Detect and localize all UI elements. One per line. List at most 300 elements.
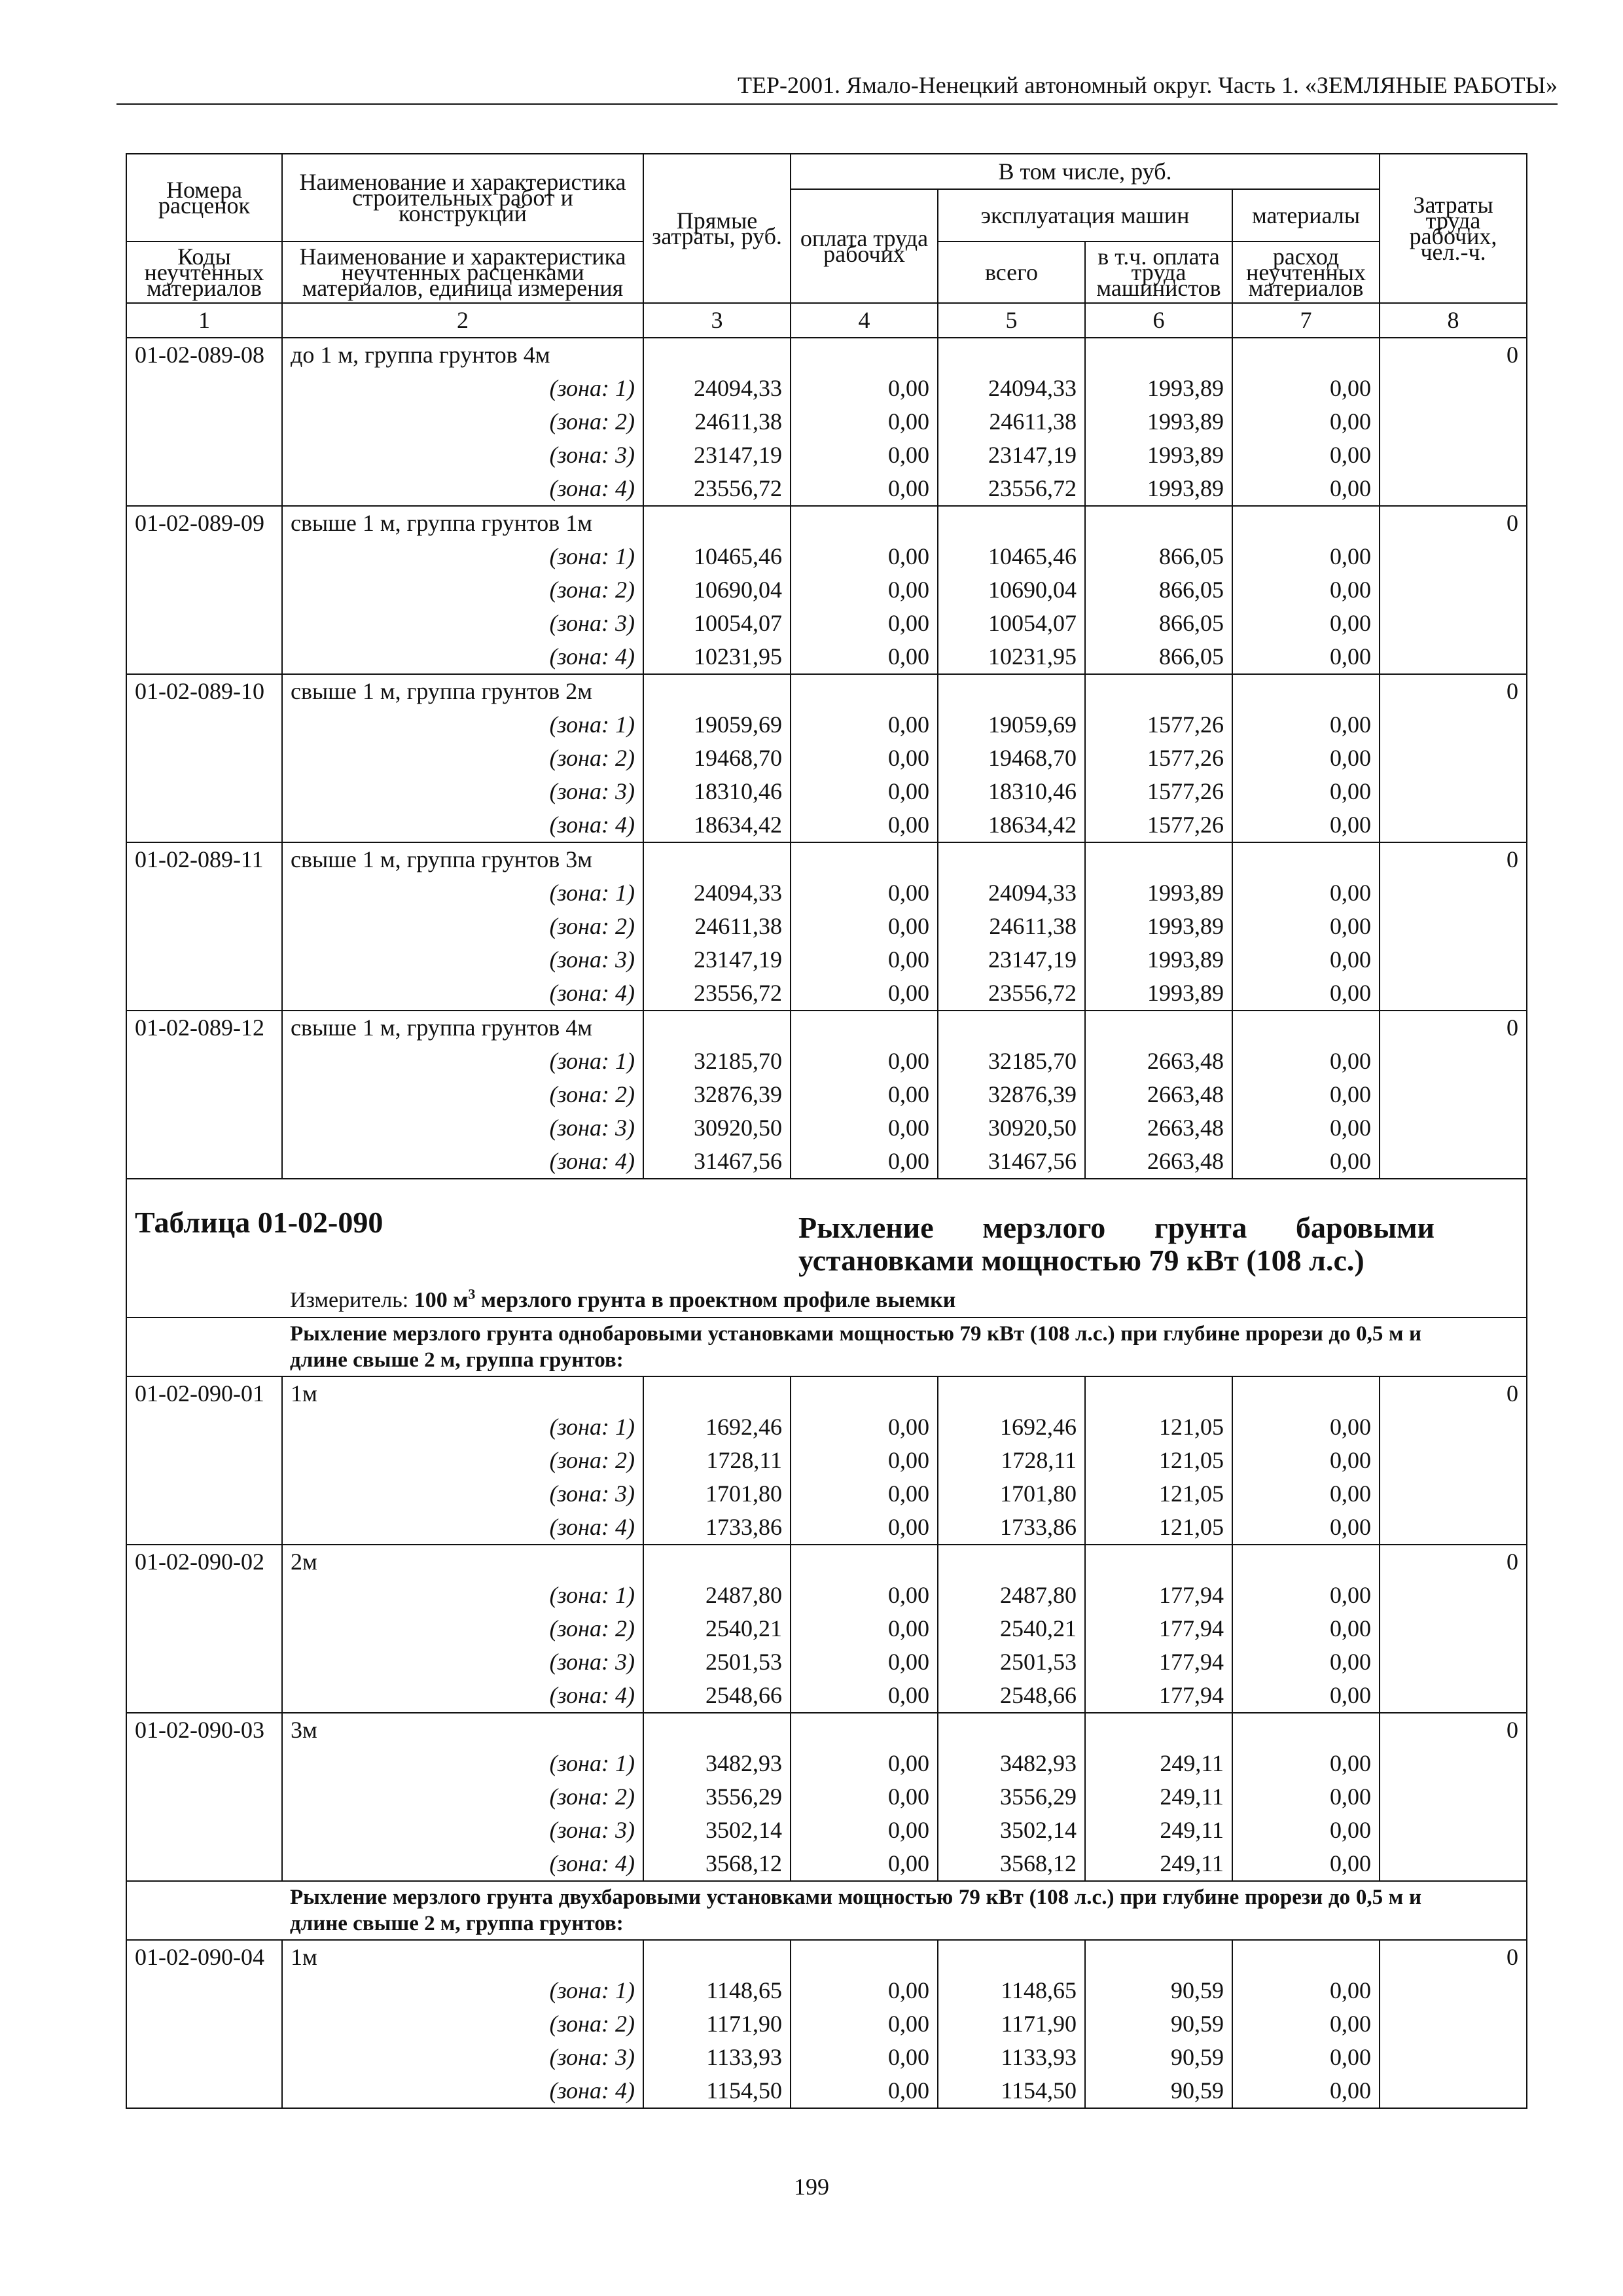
empty-cell [1232, 1376, 1380, 1410]
zone-label: (зона: 2) [282, 1078, 643, 1111]
empty-cell [126, 876, 282, 910]
col-index: 7 [1232, 303, 1380, 338]
rate-row [126, 506, 1527, 540]
empty-cell [1380, 1645, 1527, 1679]
direct-cost: 2501,53 [643, 1645, 791, 1679]
rate-name: свыше 1 м, группа грунтов 4м [282, 1011, 643, 1045]
page-number: 199 [794, 2174, 829, 2200]
operator-wage: 866,05 [1085, 573, 1232, 607]
zone-label: (зона: 2) [282, 1444, 643, 1477]
zone-label: (зона: 3) [282, 2041, 643, 2074]
zone-label: (зона: 1) [282, 1410, 643, 1444]
empty-cell [126, 1410, 282, 1444]
material-cost: 0,00 [1232, 1645, 1380, 1679]
direct-cost: 23147,19 [643, 439, 791, 472]
empty-cell [1380, 540, 1527, 573]
empty-cell [126, 1847, 282, 1881]
zone-row [126, 1814, 1527, 1847]
material-cost: 0,00 [1232, 405, 1380, 439]
wage-cost: 0,00 [791, 775, 938, 808]
empty-cell [791, 1713, 938, 1747]
operator-wage: 177,94 [1085, 1579, 1232, 1612]
empty-cell [1085, 1011, 1232, 1045]
wage-cost: 0,00 [791, 1444, 938, 1477]
direct-cost: 31467,56 [643, 1145, 791, 1179]
direct-cost: 10465,46 [643, 540, 791, 573]
empty-cell [938, 1940, 1085, 1974]
empty-cell [1380, 1045, 1527, 1078]
machine-cost: 1154,50 [938, 2074, 1085, 2108]
rates-table [126, 153, 1527, 2109]
wage-cost: 0,00 [791, 1045, 938, 1078]
direct-cost: 1148,65 [643, 1974, 791, 2007]
zone-label: (зона: 3) [282, 943, 643, 977]
wage-cost: 0,00 [791, 808, 938, 842]
operator-wage: 2663,48 [1085, 1111, 1232, 1145]
wage-cost: 0,00 [791, 2074, 938, 2108]
operator-wage: 177,94 [1085, 1645, 1232, 1679]
zone-row [126, 708, 1527, 742]
zone-row [126, 1078, 1527, 1111]
direct-cost: 1701,80 [643, 1477, 791, 1511]
zone-row [126, 1410, 1527, 1444]
machine-cost: 3568,12 [938, 1847, 1085, 1881]
direct-cost: 24611,38 [643, 910, 791, 943]
empty-cell [1380, 2007, 1527, 2041]
machine-cost: 10465,46 [938, 540, 1085, 573]
zone-row [126, 607, 1527, 640]
zone-label: (зона: 1) [282, 540, 643, 573]
empty-cell [643, 842, 791, 876]
zone-label: (зона: 4) [282, 808, 643, 842]
empty-cell [1380, 1145, 1527, 1179]
empty-cell [1380, 2041, 1527, 2074]
empty-cell [938, 506, 1085, 540]
zone-label: (зона: 4) [282, 1511, 643, 1545]
empty-cell [1380, 977, 1527, 1011]
material-cost: 0,00 [1232, 775, 1380, 808]
material-cost: 0,00 [1232, 943, 1380, 977]
material-cost: 0,00 [1232, 439, 1380, 472]
table-title-block [126, 1179, 1527, 1376]
zone-row [126, 1612, 1527, 1645]
empty-cell [126, 540, 282, 573]
direct-cost: 2540,21 [643, 1612, 791, 1645]
zone-label: (зона: 2) [282, 405, 643, 439]
empty-cell [1380, 405, 1527, 439]
rate-code: 01-02-090-04 [126, 1940, 282, 1974]
empty-cell [126, 573, 282, 607]
operator-wage: 1993,89 [1085, 876, 1232, 910]
machine-cost: 24611,38 [938, 405, 1085, 439]
empty-cell [938, 674, 1085, 708]
wage-cost: 0,00 [791, 2041, 938, 2074]
empty-cell [1232, 338, 1380, 372]
material-cost: 0,00 [1232, 1145, 1380, 1179]
material-cost: 0,00 [1232, 876, 1380, 910]
th-labor: Затраты труда рабочих, чел.-ч. [1380, 154, 1527, 303]
zone-label: (зона: 1) [282, 708, 643, 742]
operator-wage: 177,94 [1085, 1679, 1232, 1713]
operator-wage: 249,11 [1085, 1814, 1232, 1847]
empty-cell [938, 1713, 1085, 1747]
empty-cell [1380, 742, 1527, 775]
empty-cell [791, 1940, 938, 1974]
labor-value: 0 [1380, 842, 1527, 876]
operator-wage: 1993,89 [1085, 405, 1232, 439]
machine-cost: 23147,19 [938, 943, 1085, 977]
zone-row [126, 876, 1527, 910]
empty-cell [791, 506, 938, 540]
material-cost: 0,00 [1232, 742, 1380, 775]
material-cost: 0,00 [1232, 2041, 1380, 2074]
zone-label: (зона: 3) [282, 1814, 643, 1847]
zone-row [126, 977, 1527, 1011]
wage-cost: 0,00 [791, 977, 938, 1011]
table-title: Рыхление мерзлого грунта баровыми установками мощностью 79 кВт (108 л.с.) [791, 1179, 1527, 1283]
rate-code: 01-02-089-12 [126, 1011, 282, 1045]
wage-cost: 0,00 [791, 640, 938, 674]
direct-cost: 1733,86 [643, 1511, 791, 1545]
zone-label: (зона: 4) [282, 1679, 643, 1713]
zone-label: (зона: 4) [282, 472, 643, 506]
wage-cost: 0,00 [791, 1511, 938, 1545]
wage-cost: 0,00 [791, 876, 938, 910]
zone-row [126, 2041, 1527, 2074]
material-cost: 0,00 [1232, 1847, 1380, 1881]
wage-cost: 0,00 [791, 1410, 938, 1444]
machine-cost: 18634,42 [938, 808, 1085, 842]
direct-cost: 3568,12 [643, 1847, 791, 1881]
zone-label: (зона: 3) [282, 1111, 643, 1145]
operator-wage: 1577,26 [1085, 775, 1232, 808]
machine-cost: 1148,65 [938, 1974, 1085, 2007]
empty-cell [1380, 1747, 1527, 1780]
wage-cost: 0,00 [791, 1111, 938, 1145]
rate-name: 1м [282, 1940, 643, 1974]
rate-name: свыше 1 м, группа грунтов 2м [282, 674, 643, 708]
empty-cell [1380, 2074, 1527, 2108]
empty-cell [1380, 1444, 1527, 1477]
wage-cost: 0,00 [791, 1847, 938, 1881]
labor-value: 0 [1380, 1011, 1527, 1045]
th-total: всего [938, 242, 1085, 303]
empty-cell [126, 1814, 282, 1847]
group-heading: Рыхление мерзлого грунта однобаровыми установками мощностью 79 кВт (108 л.с.) при глубине прорези до 0,5 м и длине свыше 2 м, группа грунтов: [282, 1318, 1527, 1376]
zone-row [126, 472, 1527, 506]
empty-cell [1380, 808, 1527, 842]
zone-label: (зона: 4) [282, 1145, 643, 1179]
direct-cost: 3556,29 [643, 1780, 791, 1814]
material-cost: 0,00 [1232, 472, 1380, 506]
empty-cell [126, 2074, 282, 2108]
zone-label: (зона: 3) [282, 1645, 643, 1679]
operator-wage: 1993,89 [1085, 372, 1232, 405]
zone-label: (зона: 2) [282, 1780, 643, 1814]
labor-value: 0 [1380, 338, 1527, 372]
zone-row [126, 1780, 1527, 1814]
table-label: Таблица 01-02-090 [126, 1179, 791, 1283]
rates-block-090-single [126, 1376, 1527, 1881]
empty-cell [791, 338, 938, 372]
rate-row [126, 338, 1527, 372]
empty-cell [1380, 372, 1527, 405]
empty-cell [938, 338, 1085, 372]
empty-cell [126, 742, 282, 775]
zone-row [126, 372, 1527, 405]
column-index-row [126, 303, 1527, 338]
th-materials: материалы [1232, 189, 1380, 242]
zone-row [126, 573, 1527, 607]
wage-cost: 0,00 [791, 1974, 938, 2007]
rate-row [126, 1713, 1527, 1747]
zone-row [126, 808, 1527, 842]
th-name-mat: Наименование и характеристика неучтенных расценками материалов, единица измерения [282, 242, 643, 303]
empty-cell [126, 640, 282, 674]
operator-wage: 1993,89 [1085, 472, 1232, 506]
operator-wage: 1993,89 [1085, 910, 1232, 943]
empty-cell [1380, 1679, 1527, 1713]
wage-cost: 0,00 [791, 1477, 938, 1511]
direct-cost: 2487,80 [643, 1579, 791, 1612]
direct-cost: 24094,33 [643, 876, 791, 910]
zone-row [126, 1679, 1527, 1713]
direct-cost: 30920,50 [643, 1111, 791, 1145]
material-cost: 0,00 [1232, 640, 1380, 674]
th-incl: В том числе, руб. [791, 154, 1380, 189]
group-heading-block [126, 1881, 1527, 1940]
zone-label: (зона: 4) [282, 640, 643, 674]
machine-cost: 24611,38 [938, 910, 1085, 943]
material-cost: 0,00 [1232, 2074, 1380, 2108]
zone-row [126, 1974, 1527, 2007]
zone-row [126, 1511, 1527, 1545]
zone-label: (зона: 3) [282, 607, 643, 640]
wage-cost: 0,00 [791, 943, 938, 977]
empty-cell [1380, 1612, 1527, 1645]
machine-cost: 32876,39 [938, 1078, 1085, 1111]
direct-cost: 1171,90 [643, 2007, 791, 2041]
empty-cell [1380, 1078, 1527, 1111]
rate-row [126, 674, 1527, 708]
th-name: Наименование и характеристика строительных работ и конструкций [282, 154, 643, 242]
direct-cost: 3502,14 [643, 1814, 791, 1847]
operator-wage: 90,59 [1085, 2041, 1232, 2074]
material-cost: 0,00 [1232, 1780, 1380, 1814]
rate-row [126, 1011, 1527, 1045]
empty-cell [126, 1078, 282, 1111]
empty-cell [643, 1376, 791, 1410]
machine-cost: 19059,69 [938, 708, 1085, 742]
zone-label: (зона: 1) [282, 1747, 643, 1780]
wage-cost: 0,00 [791, 405, 938, 439]
wage-cost: 0,00 [791, 1579, 938, 1612]
empty-cell [1085, 674, 1232, 708]
direct-cost: 23556,72 [643, 977, 791, 1011]
rate-name: до 1 м, группа грунтов 4м [282, 338, 643, 372]
operator-wage: 90,59 [1085, 1974, 1232, 2007]
empty-cell [643, 674, 791, 708]
machine-cost: 3502,14 [938, 1814, 1085, 1847]
direct-cost: 18634,42 [643, 808, 791, 842]
direct-cost: 23556,72 [643, 472, 791, 506]
zone-row [126, 1045, 1527, 1078]
empty-cell [1380, 439, 1527, 472]
empty-cell [938, 842, 1085, 876]
zone-row [126, 1477, 1527, 1511]
operator-wage: 866,05 [1085, 607, 1232, 640]
wage-cost: 0,00 [791, 1679, 938, 1713]
rate-row [126, 1940, 1527, 1974]
empty-cell [1380, 910, 1527, 943]
direct-cost: 18310,46 [643, 775, 791, 808]
empty-cell [1380, 876, 1527, 910]
rate-row [126, 1376, 1527, 1410]
empty-cell [126, 2007, 282, 2041]
empty-cell [791, 1376, 938, 1410]
empty-cell [1380, 607, 1527, 640]
direct-cost: 10690,04 [643, 573, 791, 607]
empty-cell [791, 674, 938, 708]
col-index: 5 [938, 303, 1085, 338]
zone-label: (зона: 4) [282, 1847, 643, 1881]
empty-cell [643, 1940, 791, 1974]
measure-label: Измеритель: [290, 1287, 409, 1312]
empty-cell [1380, 1847, 1527, 1881]
empty-cell [1232, 1940, 1380, 1974]
operator-wage: 866,05 [1085, 540, 1232, 573]
operator-wage: 1993,89 [1085, 977, 1232, 1011]
rate-code: 01-02-090-02 [126, 1545, 282, 1579]
material-cost: 0,00 [1232, 808, 1380, 842]
empty-cell [126, 439, 282, 472]
empty-cell [643, 1545, 791, 1579]
rate-code: 01-02-089-08 [126, 338, 282, 372]
machine-cost: 1692,46 [938, 1410, 1085, 1444]
empty-cell [643, 1011, 791, 1045]
machine-cost: 2548,66 [938, 1679, 1085, 1713]
empty-cell [938, 1545, 1085, 1579]
empty-cell [126, 1612, 282, 1645]
operator-wage: 177,94 [1085, 1612, 1232, 1645]
th-machines: эксплуатация машин [938, 189, 1232, 242]
rate-code: 01-02-090-03 [126, 1713, 282, 1747]
material-cost: 0,00 [1232, 708, 1380, 742]
direct-cost: 3482,93 [643, 1747, 791, 1780]
machine-cost: 24094,33 [938, 876, 1085, 910]
empty-cell [1380, 1111, 1527, 1145]
empty-cell [1380, 1814, 1527, 1847]
zone-row [126, 2007, 1527, 2041]
machine-cost: 10690,04 [938, 573, 1085, 607]
th-direct: Прямые затраты, руб. [643, 154, 791, 303]
zone-row [126, 439, 1527, 472]
empty-cell [791, 1011, 938, 1045]
operator-wage: 2663,48 [1085, 1045, 1232, 1078]
empty-cell [1380, 943, 1527, 977]
running-header: ТЕР-2001. Ямало-Ненецкий автономный округ. Часть 1. «ЗЕМЛЯНЫЕ РАБОТЫ» [116, 71, 1558, 105]
material-cost: 0,00 [1232, 1477, 1380, 1511]
empty-cell [1232, 1545, 1380, 1579]
operator-wage: 1993,89 [1085, 943, 1232, 977]
wage-cost: 0,00 [791, 573, 938, 607]
material-cost: 0,00 [1232, 1612, 1380, 1645]
direct-cost: 1133,93 [643, 2041, 791, 2074]
empty-cell [126, 708, 282, 742]
empty-cell [126, 607, 282, 640]
zone-label: (зона: 2) [282, 742, 643, 775]
table-header [126, 154, 1527, 338]
zone-label: (зона: 1) [282, 876, 643, 910]
wage-cost: 0,00 [791, 472, 938, 506]
wage-cost: 0,00 [791, 1780, 938, 1814]
empty-cell [1085, 1940, 1232, 1974]
empty-cell [126, 372, 282, 405]
measure-unit [282, 1283, 1527, 1318]
wage-cost: 0,00 [791, 1814, 938, 1847]
operator-wage: 2663,48 [1085, 1078, 1232, 1111]
zone-label: (зона: 4) [282, 977, 643, 1011]
material-cost: 0,00 [1232, 1444, 1380, 1477]
zone-row [126, 1645, 1527, 1679]
empty-cell [1380, 1974, 1527, 2007]
direct-cost: 24094,33 [643, 372, 791, 405]
operator-wage: 249,11 [1085, 1747, 1232, 1780]
wage-cost: 0,00 [791, 1078, 938, 1111]
machine-cost: 31467,56 [938, 1145, 1085, 1179]
material-cost: 0,00 [1232, 1410, 1380, 1444]
zone-label: (зона: 3) [282, 1477, 643, 1511]
machine-cost: 3482,93 [938, 1747, 1085, 1780]
labor-value: 0 [1380, 1545, 1527, 1579]
material-cost: 0,00 [1232, 372, 1380, 405]
zone-label: (зона: 2) [282, 910, 643, 943]
zone-row [126, 1847, 1527, 1881]
zone-row [126, 540, 1527, 573]
operator-wage: 121,05 [1085, 1511, 1232, 1545]
direct-cost: 10231,95 [643, 640, 791, 674]
zone-label: (зона: 1) [282, 1045, 643, 1078]
wage-cost: 0,00 [791, 540, 938, 573]
operator-wage: 121,05 [1085, 1444, 1232, 1477]
material-cost: 0,00 [1232, 573, 1380, 607]
material-cost: 0,00 [1232, 1679, 1380, 1713]
zone-row [126, 943, 1527, 977]
rate-name: 1м [282, 1376, 643, 1410]
material-cost: 0,00 [1232, 1045, 1380, 1078]
zone-row [126, 405, 1527, 439]
empty-cell [126, 775, 282, 808]
empty-cell [1380, 1511, 1527, 1545]
empty-cell [126, 1645, 282, 1679]
empty-cell [1380, 775, 1527, 808]
rate-name: 2м [282, 1545, 643, 1579]
machine-cost: 3556,29 [938, 1780, 1085, 1814]
empty-cell [1232, 1713, 1380, 1747]
operator-wage: 1577,26 [1085, 708, 1232, 742]
zone-row [126, 1145, 1527, 1179]
labor-value: 0 [1380, 1713, 1527, 1747]
direct-cost: 1728,11 [643, 1444, 791, 1477]
th-incl-wage: в т.ч. оплата труда машинистов [1085, 242, 1232, 303]
col-index: 4 [791, 303, 938, 338]
empty-cell [938, 1376, 1085, 1410]
machine-cost: 1133,93 [938, 2041, 1085, 2074]
direct-cost: 10054,07 [643, 607, 791, 640]
rate-row [126, 1545, 1527, 1579]
empty-cell [126, 910, 282, 943]
empty-cell [1380, 1579, 1527, 1612]
